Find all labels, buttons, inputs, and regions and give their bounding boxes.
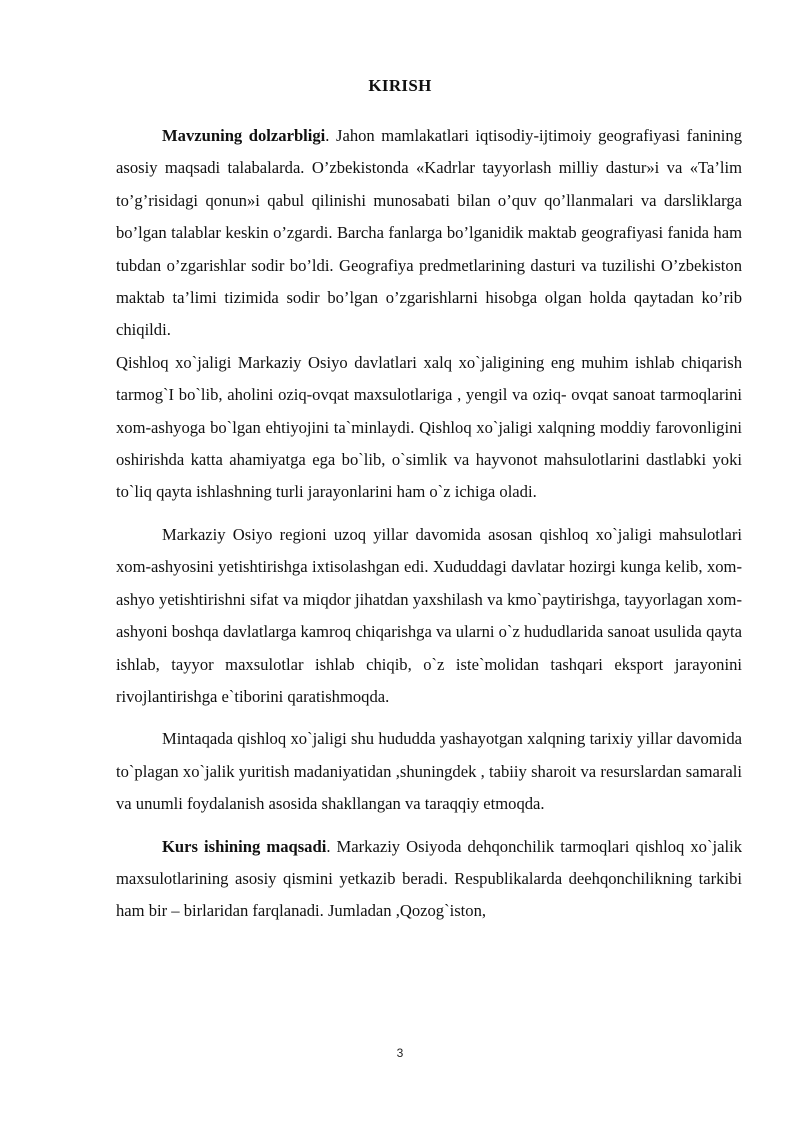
paragraph-region-agriculture <box>116 723 742 820</box>
page-number: 3 <box>396 1046 404 1060</box>
page-title: KIRISH <box>368 76 432 95</box>
paragraph-text-agriculture-intro: Qishloq xo`jaligi Markaziy Osiyo davlatlari xalq xo`jaligining eng muhim ishlab chiqarish tarmog`I bo`lib, aholini oziq-ovqat maxsulotlariga , yengil va oziq- ovqat sanoat tarmoqlarini xom-ashyoga bo`lgan ehtiyojini ta`minlaydi. Qishloq xo`jaligi xalqning moddiy farovonligini oshirishda katta ahamiyatga ega bo`lib, o`simlik va hayvonot mahsulotlarini dastlabki yoki to`liq qayta ishlashning turli jarayonlarini ham o`z ichiga oladi. <box>116 352 742 502</box>
paragraph-relevance <box>116 120 742 347</box>
paragraph-text-central-asia-region: Markaziy Osiyo regioni uzoq yillar davomida asosan qishloq xo`jaligi mahsulotlari xom-ashyosini yetishtirishga ixtisolashgan edi. Xududdagi davlatar hozirgi kunga kelib, xom- ashyo yetishtirishni sifat va miqdor jihatdan yaxshilash va kmo`paytirishga, tayyorlagan xom-ashyoni boshqa davlatlarga kamroq chiqarishga va ularni o`z hududlarida sanoat usulida qayta ishlab, tayyor maxsulotlar ishlab chiqib, o`z iste`molidan tashqari eksport jarayonini rivojlantirishga e`tiborini qaratishmoqda. <box>116 524 742 706</box>
paragraph-lead-relevance: Mavzuning dolzarbligi <box>162 126 326 145</box>
paragraph-agriculture-intro <box>116 347 742 509</box>
paragraph-lead-course-goal: Kurs ishining maqsadi <box>162 836 327 856</box>
paragraph-text-relevance: . Jahon mamlakatlari iqtisodiy-ijtimoiy geografiyasi fanining asosiy maqsadi talabalarda. O’zbekistonda «Kadrlar tayyorlash milliy dastur»i va «Ta’lim to’g’risidagi qonun»i qabul qilinishi munosabati bilan o’quv qo’llanmalari va darsliklarga bo’lgan talablar keskin o’zgardi. Barcha fanlarga bo’lganidik maktab geografiyasi fanida ham tubdan o’zgarishlar sodir bo’ldi. Geografiya predmetlarining dasturi va tuzilishi O’zbekiston maktab ta’limi tizimida sodir bo’lgan o’zgarishlarni hisobga olgan holda qaytadan ko’rib chiqildi. <box>116 126 742 340</box>
paragraph-central-asia-region <box>116 519 742 713</box>
document-body <box>116 120 742 928</box>
paragraph-text-region-agriculture: Mintaqada qishloq xo`jaligi shu hududda yashayotgan xalqning tarixiy yillar davomida to`plagan xo`jalik yuritish madaniyatidan ,shuningdek , tabiiy sharoit va resurslardan samarali va unumli foydalanish asosida shakllangan va taraqqiy etmoqda. <box>116 729 742 814</box>
paragraph-course-goal <box>116 831 742 928</box>
paragraph-text-course-goal: . Markaziy Osiyoda dehqonchilik tarmoqlari qishloq xo`jalik maxsulotlarining asosiy qismini yetkazib beradi. Respublikalarda deehqonchilikning tarkibi ham bir – birlaridan farqlanadi. Jumladan ,Qozog`iston, <box>116 836 742 921</box>
